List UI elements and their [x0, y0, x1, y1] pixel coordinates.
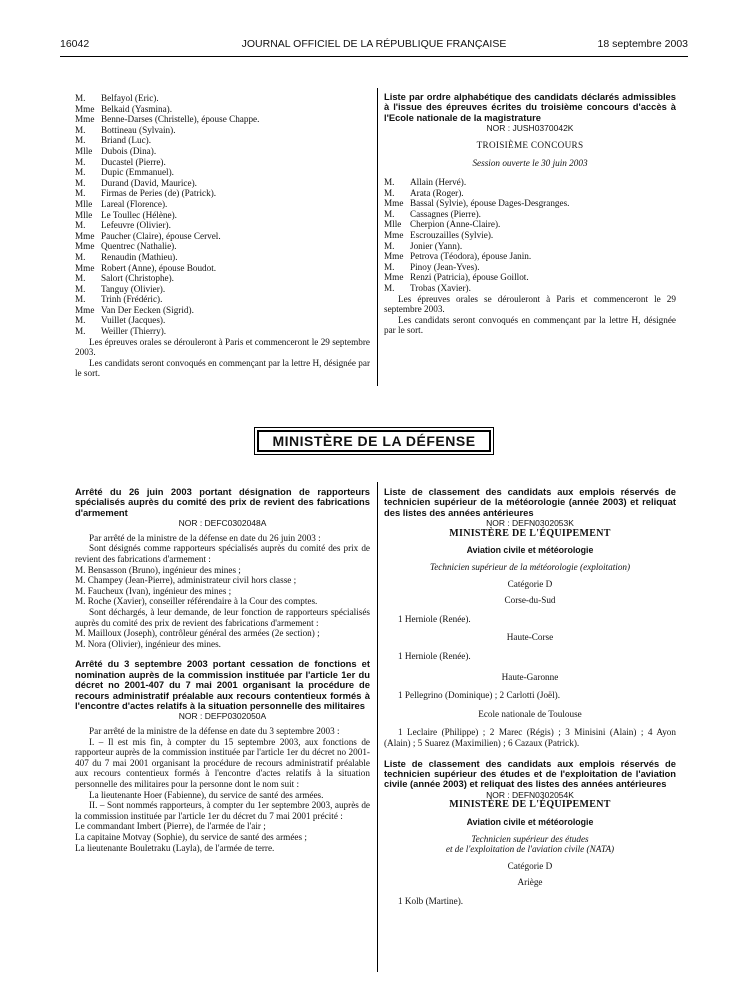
civility: M. [75, 188, 86, 199]
candidate-name [75, 305, 370, 316]
candidate-name [75, 125, 370, 136]
civility: Mme [75, 241, 95, 252]
list-item: M. Nora (Olivier), ingénieur des mines. [75, 638, 221, 649]
candidate-name [75, 220, 370, 231]
candidate-full-name: Robert (Anne), épouse Boudot. [101, 262, 217, 273]
civility: M. [384, 261, 395, 272]
decree-title: Arrêté du 3 septembre 2003 portant cessation de fonctions et nomination auprès de la commission instituée par l'article 1er du décret no 2001-407 du 7 mai 2001 organisant la procédure de recours administratif préalable aux recours contentieux formés à l'encontre d'actes relatifs à la situation personnelle des militaires [75, 658, 370, 711]
civility: M. [384, 282, 395, 293]
candidate-name [384, 241, 676, 252]
candidate-full-name: Vuillet (Jacques). [101, 315, 166, 326]
decree-paragraph: I. – Il est mis fin, à compter du 15 septembre 2003, aux fonctions de rapporteur auprès de la commission instituée par l'article 1er du décret no 2001-407 du 7 mai 2001 organisant la procédure de recours administratif préalable aux recours contentieux formés à l'encontre d'actes relatifs à la situation personnelle des militaires pour la personne dont le nom suit : [75, 736, 370, 789]
list-item: M. Mailloux (Joseph), contrôleur général des armées (2e section) ; [75, 628, 320, 639]
candidate-full-name: Dupic (Emmanuel). [101, 167, 174, 178]
civility: M. [384, 208, 395, 219]
decree-paragraph: La lieutenante Hoer (Fabienne), du service de santé des armées. [89, 789, 324, 800]
list-item: La lieutenante Bouletraku (Layla), de l'armée de terre. [75, 842, 275, 853]
ranking-list-title: Liste de classement des candidats aux emplois réservés de technicien supérieur de la météorologie (année 2003) et reliquat des listes des années antérieures [384, 486, 676, 518]
candidate-full-name: Le Toullec (Hélène). [101, 209, 177, 220]
candidate-name [75, 114, 370, 125]
candidate-full-name: Cherpion (Anne-Claire). [410, 219, 501, 230]
civility: Mme [75, 262, 95, 273]
ministry-banner-title: MINISTÈRE DE LA DÉFENSE [257, 430, 491, 452]
candidate-full-name: Lareal (Florence). [101, 198, 168, 209]
column-divider [377, 482, 378, 972]
ministry-heading: MINISTÈRE DE L'ÉQUIPEMENT [449, 799, 611, 811]
candidate-name [75, 178, 370, 189]
civility: M. [75, 156, 86, 167]
rapporteur-list [75, 628, 370, 649]
civility: Mme [75, 114, 95, 125]
candidate-name [75, 241, 370, 252]
civility: Mme [384, 251, 404, 262]
job-title: Technicien supérieur des études [471, 833, 589, 844]
department-heading: Aviation civile et météorologie [466, 545, 594, 556]
candidate-name [75, 199, 370, 210]
civility: M. [75, 93, 86, 103]
candidate-full-name: Dubois (Dina). [101, 145, 157, 156]
ranking-entry: 1 Leclaire (Philippe) ; 2 Marec (Régis) ; 3 Minisini (Alain) ; 4 Ayon (Alain) ; 5 Suarez (Maximilien) ; 6 Cazaux (Patrick). [384, 727, 676, 748]
civility: Mme [75, 304, 95, 315]
candidate-name [75, 167, 370, 178]
candidate-name [384, 177, 676, 188]
candidate-name [75, 284, 370, 295]
job-title: Technicien supérieur de la météorologie (exploitation) [429, 562, 631, 572]
candidate-full-name: Weiller (Thierry). [101, 326, 167, 337]
civility: Mme [384, 198, 404, 209]
candidate-name [75, 252, 370, 263]
civility: M. [75, 283, 86, 294]
decree-paragraph: II. – Sont nommés rapporteurs, à compter du 1er septembre 2003, auprès de la commission instituée par l'article 1er du décret du 7 mai 2001 précité : [75, 800, 370, 821]
page-number: 16042 [60, 38, 90, 50]
candidate-full-name: Briand (Luc). [101, 135, 152, 146]
list-item: Le commandant Imbert (Pierre), de l'armée de l'air ; [75, 821, 266, 832]
candidate-name [384, 230, 676, 241]
candidate-list [384, 177, 676, 294]
oral-exam-paragraph: Les épreuves orales se dérouleront à Paris et commenceront le 29 septembre 2003. [75, 336, 370, 358]
region-heading: Corse-du-Sud [504, 595, 556, 606]
ranking-list-title: Liste de classement des candidats aux emplois réservés de technicien supérieur des études et de l'exploitation de l'aviation civile (année 2003) et reliquat des listes des années antérieures [384, 757, 676, 790]
candidate-name [384, 219, 676, 230]
header-rule [60, 56, 688, 57]
list-item: M. Faucheux (Ivan), ingénieur des mines ; [75, 585, 232, 596]
candidate-full-name: Durand (David, Maurice). [101, 177, 197, 188]
civility: M. [75, 326, 86, 337]
candidate-full-name: Firmas de Peries (de) (Patrick). [101, 188, 217, 199]
civility: Mlle [75, 198, 93, 209]
ministry-heading: MINISTÈRE DE L'ÉQUIPEMENT [449, 527, 611, 539]
convocation-paragraph: Les candidats seront convoqués en commençant par la lettre H, désignée par le sort. [384, 314, 676, 336]
publication-date: 18 septembre 2003 [597, 38, 688, 50]
rapporteur-list [75, 565, 370, 607]
candidate-full-name: Trinh (Frédéric). [101, 294, 163, 305]
candidate-full-name: Van Der Eecken (Sigrid). [101, 304, 194, 315]
candidate-full-name: Bassal (Sylvie), épouse Dages-Desgranges. [410, 198, 570, 209]
list-item: La capitaine Motvay (Sophie), du service de santé des armées ; [75, 831, 307, 842]
candidate-full-name: Cassagnes (Pierre). [410, 208, 481, 219]
candidate-name [384, 251, 676, 262]
candidate-name [75, 294, 370, 305]
convocation-paragraph: Les candidats seront convoqués en commençant par la lettre H, désignée par le sort. [75, 357, 370, 379]
civility: M. [75, 177, 86, 188]
left-top-column [75, 93, 370, 379]
candidate-name [384, 262, 676, 273]
civility: Mlle [75, 209, 93, 220]
candidate-name [75, 104, 370, 115]
civility: M. [75, 124, 86, 135]
candidate-name [75, 157, 370, 168]
list-item: M. Roche (Xavier), conseiller référendaire à la Cour des comptes. [75, 596, 318, 607]
civility: Mme [75, 103, 95, 114]
candidate-full-name: Tanguy (Olivier). [101, 283, 166, 294]
department-heading: Aviation civile et météorologie [466, 816, 594, 827]
candidate-name [384, 188, 676, 199]
column-divider [377, 88, 378, 386]
candidate-full-name: Benne-Darses (Christelle), épouse Chappe. [101, 114, 260, 125]
nor-reference: NOR : DEFN0302054K [486, 789, 574, 800]
civility: M. [384, 240, 395, 251]
candidate-full-name: Paucher (Claire), épouse Cervel. [101, 230, 221, 241]
decree-paragraph: Par arrêté de la ministre de la défense en date du 26 juin 2003 : [89, 532, 321, 543]
right-top-column [384, 92, 676, 336]
candidate-name [75, 273, 370, 284]
category-heading: Catégorie D [507, 860, 553, 871]
civility: Mlle [75, 145, 93, 156]
candidate-full-name: Belkaid (Yasmina). [101, 103, 173, 114]
civility: M. [75, 167, 86, 178]
session-line: Session ouverte le 30 juin 2003 [472, 158, 588, 169]
journal-title: JOURNAL OFFICIEL DE LA RÉPUBLIQUE FRANÇAISE [241, 38, 507, 50]
oral-exam-paragraph: Les épreuves orales se dérouleront à Paris et commenceront le 29 septembre 2003. [384, 293, 676, 315]
candidate-full-name: Pinoy (Jean-Yves). [410, 261, 480, 272]
civility: M. [75, 251, 86, 262]
magistrature-list-title: Liste par ordre alphabétique des candidats déclarés admissibles à l'issue des épreuves écrites du troisième concours d'accès à l'Ecole nationale de la magistrature [384, 91, 676, 123]
page-header [0, 0, 748, 60]
candidate-full-name: Allain (Hervé). [410, 177, 467, 187]
nor-reference: NOR : DEFC0302048A [178, 518, 267, 529]
civility: M. [75, 294, 86, 305]
candidate-full-name: Lefeuvre (Olivier). [101, 220, 171, 231]
left-bottom-column [75, 487, 370, 853]
decree-paragraph: Sont désignés comme rapporteurs spécialisés auprès du comité des prix de revient des fabrications d'armement : [75, 543, 370, 564]
candidate-name [384, 283, 676, 294]
region-heading: Ariège [517, 877, 543, 888]
candidate-name [75, 146, 370, 157]
candidate-name [384, 272, 676, 283]
list-item: M. Champey (Jean-Pierre), administrateur civil hors classe ; [75, 575, 297, 586]
civility: Mme [384, 229, 404, 240]
civility: M. [75, 220, 86, 231]
candidate-full-name: Renaudin (Mathieu). [101, 251, 178, 262]
region-heading: Haute-Garonne [501, 671, 559, 682]
candidate-full-name: Salort (Christophe). [101, 273, 174, 284]
region-heading: Ecole nationale de Toulouse [478, 708, 582, 719]
job-title: et de l'exploitation de l'aviation civile (NATA) [445, 844, 615, 855]
candidate-full-name: Jonier (Yann). [410, 240, 463, 251]
right-bottom-column [384, 487, 676, 907]
decree-paragraph: Sont déchargés, à leur demande, de leur fonction de rapporteurs spécialisés auprès du comité des prix de revient des fabrications d'armement : [75, 606, 370, 628]
civility: M. [75, 135, 86, 146]
decree-paragraph: Par arrêté de la ministre de la défense en date du 3 septembre 2003 : [89, 725, 340, 736]
category-heading: Catégorie D [507, 578, 553, 589]
candidate-name [75, 326, 370, 337]
civility: M. [384, 177, 395, 187]
list-item: M. Bensasson (Bruno), ingénieur des mines ; [75, 564, 241, 575]
candidate-name [75, 93, 370, 104]
ranking-entry: 1 Herniole (Renée). [398, 650, 471, 661]
civility: M. [75, 315, 86, 326]
ranking-entry: 1 Herniole (Renée). [398, 613, 471, 624]
civility: Mlle [384, 219, 402, 230]
region-heading: Haute-Corse [506, 632, 554, 643]
ministry-banner [254, 427, 494, 455]
civility: M. [384, 187, 395, 198]
candidate-full-name: Escrouzailles (Sylvie). [410, 229, 494, 240]
candidate-full-name: Petrova (Téodora), épouse Janin. [410, 251, 532, 262]
candidate-name [75, 231, 370, 242]
candidate-list [75, 93, 370, 337]
civility: Mme [384, 272, 404, 283]
nor-reference: NOR : JUSH0370042K [486, 123, 574, 134]
candidate-name [384, 198, 676, 209]
ranking-entry: 1 Kolb (Martine). [398, 895, 464, 906]
rapporteur-list [75, 821, 370, 853]
candidate-name [75, 210, 370, 221]
nor-reference: NOR : DEFN0302053K [486, 518, 574, 529]
candidate-name [75, 315, 370, 326]
candidate-full-name: Bottineau (Sylvain). [101, 124, 176, 135]
nor-reference: NOR : DEFP0302050A [178, 711, 267, 722]
candidate-full-name: Belfayol (Eric). [101, 93, 159, 103]
candidate-name [75, 135, 370, 146]
candidate-full-name: Trobas (Xavier). [410, 282, 471, 293]
candidate-name [75, 263, 370, 274]
civility: M. [75, 273, 86, 284]
candidate-full-name: Arata (Roger). [410, 187, 464, 198]
section-heading: TROISIÈME CONCOURS [476, 139, 584, 150]
candidate-name [75, 188, 370, 199]
candidate-name [384, 209, 676, 220]
civility: Mme [75, 230, 95, 241]
ranking-entry: 1 Pellegrino (Dominique) ; 2 Carlotti (Joël). [398, 690, 561, 701]
candidate-full-name: Renzi (Patricia), épouse Goillot. [410, 272, 529, 283]
decree-title: Arrêté du 26 juin 2003 portant désignation de rapporteurs spécialisés auprès du comité des prix de revient des fabrications d'armement [75, 486, 370, 518]
candidate-full-name: Quentrec (Nathalie). [101, 241, 177, 252]
candidate-full-name: Ducastel (Pierre). [101, 156, 166, 167]
